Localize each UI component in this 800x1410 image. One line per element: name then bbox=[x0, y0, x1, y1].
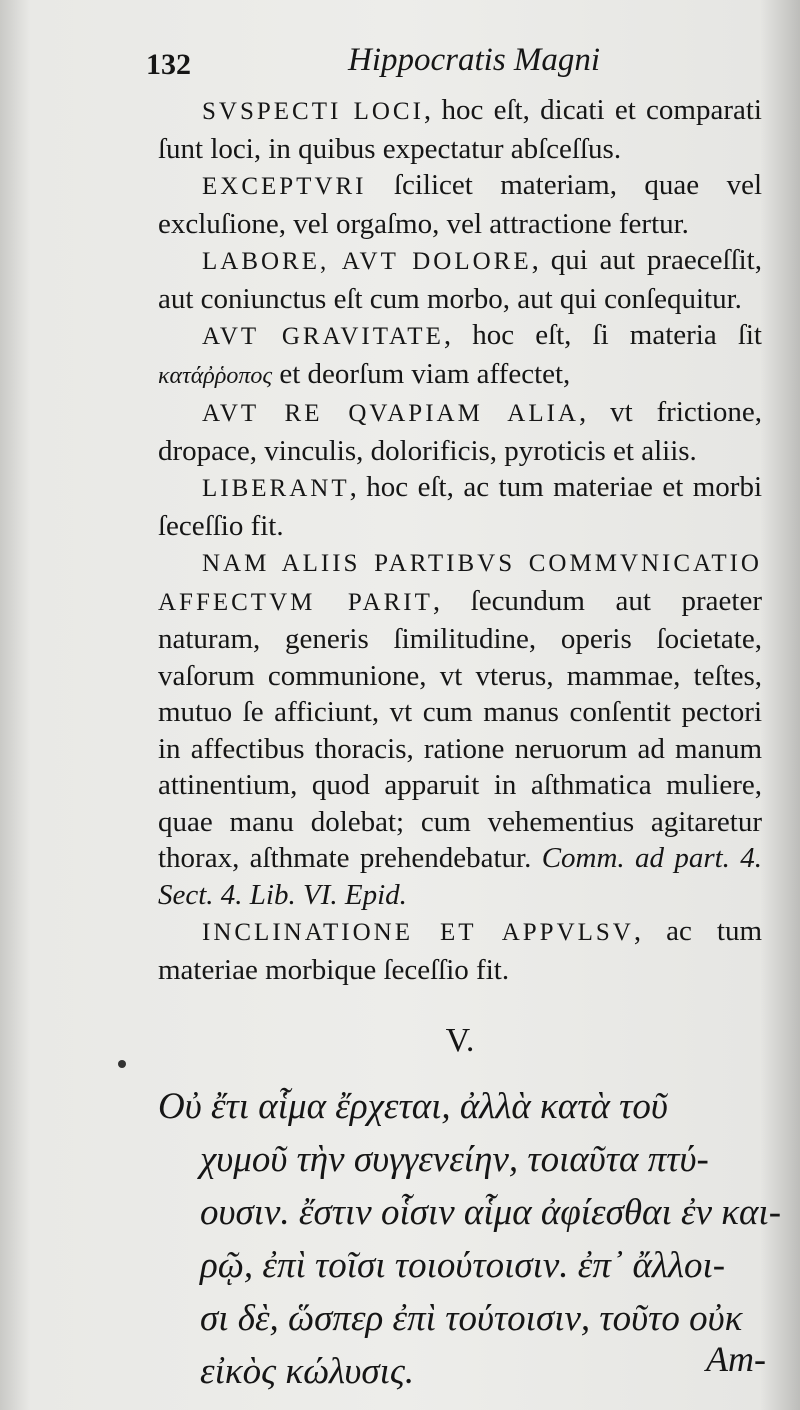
entry-text: ſcilicet materiam, quae vel excluſione, vel orgaſmo, vel attractione fertur. bbox=[158, 169, 762, 240]
entry-text: , vt frictione, dropace, vinculis, dolorificis, pyroticis et aliis. bbox=[158, 396, 762, 467]
commentary-entry bbox=[158, 92, 762, 167]
commentary-entry bbox=[158, 544, 762, 913]
lemma: EXCEPTVRI bbox=[202, 173, 367, 200]
running-head: Hippocratis Magni bbox=[348, 42, 601, 78]
commentary-entry bbox=[158, 317, 762, 394]
lemma: AVT GRAVITATE bbox=[202, 323, 444, 350]
entry-text: , hoc eſt, ac tum materiae et morbi ſeceſſio fit. bbox=[158, 471, 762, 542]
lemma: INCLINATIONE ET APPVLSV bbox=[202, 919, 634, 946]
greek-line: ρῷ, ἐπὶ τοῖσι τοιούτοισιν. ἐπ᾽ ἄλλοι- bbox=[200, 1245, 726, 1286]
greek-line: ουσιν. ἔστιν οἷσιν αἷμα ἀφίεσθαι ἐν και- bbox=[200, 1192, 782, 1233]
greek-line: σι δὲ, ὥσπερ ἐπὶ τούτοισιν, τοῦτο οὐκ bbox=[200, 1298, 743, 1339]
commentary-entry bbox=[158, 913, 762, 988]
page-header bbox=[146, 38, 760, 92]
greek-aphorism bbox=[158, 1080, 782, 1398]
entry-text: , hoc eſt, ſi materia ſit bbox=[443, 319, 762, 351]
page-number: 132 bbox=[146, 48, 191, 81]
entry-text: , hoc eſt, dicati et comparati ſunt loci, in quibus expectatur abſceſſus. bbox=[158, 94, 762, 165]
citation-reference: Comm. ad part. 4. Sect. 4. Lib. VI. Epid. bbox=[158, 842, 763, 911]
lemma: LIBERANT bbox=[202, 475, 350, 502]
lemma: SVSPECTI LOCI bbox=[202, 98, 424, 125]
lemma: LABORE, AVT DOLORE bbox=[202, 248, 532, 275]
entry-text: , ac tum materiae morbique ſeceſſio fit. bbox=[158, 915, 762, 986]
greek-word: κατάῤῥοπος bbox=[158, 362, 273, 389]
greek-line: χυμοῦ τὴν συγγενείην, τοιαῦτα πτύ- bbox=[200, 1139, 709, 1180]
lemma: NAM ALIIS PARTIBVS COMMVNICATIO AFFECTVM PARIT bbox=[158, 550, 762, 616]
greek-line: εἰκὸς κώλυσις. bbox=[200, 1351, 415, 1392]
greek-line: Οὐ ἔτι αἷμα ἔρχεται, ἀλλὰ κατὰ τοῦ bbox=[158, 1086, 668, 1127]
commentary-entry bbox=[158, 242, 762, 317]
lemma: AVT RE QVAPIAM ALIA bbox=[202, 400, 579, 427]
entry-text-continued: et deorſum viam affectet, bbox=[272, 357, 571, 390]
entry-text: , ſecundum aut praeter naturam, generis ſimilitudine, operis ſocietate, vaſorum communione, vt vterus, mammae, teſtes, mutuo ſe afficiunt, vt cum manus conſentit pectori in affectibus thoracis, ratione neruorum ad manum attinentium, quod apparuit in aſthmatica muliere, quae manu dolebat; cum vehementius agitaretur thorax, aſthmate prehendebatur. bbox=[158, 584, 762, 874]
section-number: V. bbox=[445, 1022, 475, 1059]
commentary-entry bbox=[158, 469, 762, 544]
ink-blot bbox=[118, 1060, 126, 1068]
catchword: Am- bbox=[706, 1339, 766, 1379]
entry-text: , qui aut praeceſſit, aut coniunctus eſt cum morbo, aut qui conſequitur. bbox=[158, 244, 762, 315]
commentary-entry bbox=[158, 394, 762, 469]
commentary-entry bbox=[158, 167, 762, 242]
